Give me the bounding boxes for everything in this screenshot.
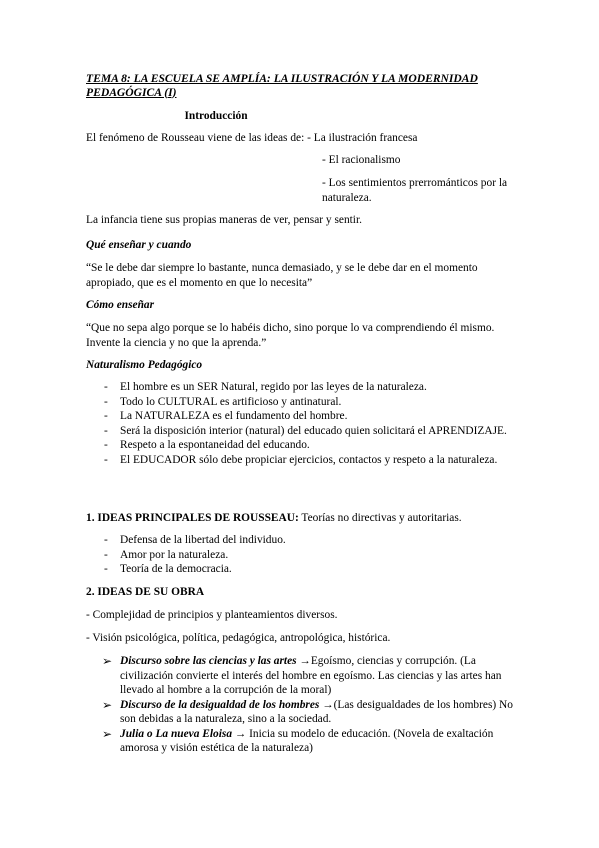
- obra-text: Inicia su modelo de educación. (Novela de exaltación amorosa y visión estética de la naturaleza): [120, 727, 494, 754]
- right-arrow-icon: →: [234, 727, 247, 740]
- obras-list: [86, 654, 518, 756]
- rousseau-line: El fenómeno de Rousseau viene de las ideas de: - La ilustración francesa: [86, 132, 418, 144]
- que-ensenar-heading: Qué enseñar y cuando: [86, 239, 192, 251]
- section2-line-2: - Visión psicológica, política, pedagógica, antropológica, histórica.: [86, 632, 391, 644]
- list-item: - Teoría de la democracia.: [86, 562, 518, 577]
- document-title: [86, 72, 518, 99]
- title-line-2: PEDAGÓGICA (I): [86, 85, 177, 99]
- list-item: - La NATURALEZA es el fundamento del hombre.: [86, 409, 518, 424]
- list-item: - Todo lo CULTURAL es artificioso y antinatural.: [86, 395, 518, 410]
- right-arrow-icon: →: [322, 698, 334, 711]
- obra-text: (Las desigualdades de los hombres) No son debidas a la naturaleza, sino a la sociedad.: [120, 698, 513, 725]
- list-item: - Respeto a la espontaneidad del educando.: [86, 438, 518, 453]
- intro-heading: Introducción: [184, 110, 248, 122]
- obra-text: Egoísmo, ciencias y corrupción. (La civilización convierte el interés del hombre en egoísmo. Las ciencias y las artes han llevado al hombre a la corrupción de la moral): [120, 655, 502, 696]
- list-item: - El hombre es un SER Natural, regido por las leyes de la naturaleza.: [86, 380, 518, 395]
- section2-heading: 2. IDEAS DE SU OBRA: [86, 586, 205, 598]
- list-item: - Defensa de la libertad del individuo.: [86, 533, 518, 548]
- arrowhead-bullet-icon: ➢: [102, 654, 113, 668]
- list-item: - Será la disposición interior (natural) del educado quien solicitará el APRENDIZAJE.: [86, 424, 518, 439]
- ideas-item-sentimientos: - Los sentimientos prerrománticos por la naturaleza.: [322, 177, 508, 204]
- obra-title: Discurso sobre las ciencias y las artes: [120, 655, 297, 667]
- list-item: - El EDUCADOR sólo debe propiciar ejercicios, contactos y respeto a la naturaleza.: [86, 453, 518, 468]
- ideas-item-racionalismo: - El racionalismo: [322, 154, 401, 166]
- right-arrow-icon: →: [299, 655, 311, 667]
- como-ensenar-heading: Cómo enseñar: [86, 299, 155, 311]
- section1-heading: [86, 511, 518, 526]
- infancia-line: La infancia tiene sus propias maneras de ver, pensar y sentir.: [86, 214, 362, 226]
- naturalismo-list: [86, 380, 518, 467]
- list-item: - Amor por la naturaleza.: [86, 548, 518, 563]
- obra-title: Discurso de la desigualdad de los hombres: [120, 698, 320, 711]
- obra-title: Julia o La nueva Eloisa: [120, 727, 233, 740]
- section1-list: [86, 533, 518, 577]
- section1-title: 1. IDEAS PRINCIPALES DE ROUSSEAU:: [86, 512, 299, 524]
- section1-subtitle: Teorías no directivas y autoritarias.: [298, 512, 462, 524]
- arrowhead-bullet-icon: ➢: [102, 697, 113, 712]
- title-line-1: TEMA 8: LA ESCUELA SE AMPLÍA: LA ILUSTRACIÓN Y LA MODERNIDAD: [86, 72, 478, 85]
- section2-line-1: - Complejidad de principios y planteamientos diversos.: [86, 609, 338, 621]
- obra-item: [86, 654, 518, 698]
- que-ensenar-quote: “Se le debe dar siempre lo bastante, nunca demasiado, y se le debe dar en el momento apropiado, que es el momento en que lo necesita”: [86, 262, 478, 289]
- como-ensenar-quote: “Que no sepa algo porque se lo habéis dicho, sino porque lo va comprendiendo él mismo. Invente la ciencia y no que la aprenda.”: [86, 322, 495, 349]
- arrowhead-bullet-icon: ➢: [102, 726, 113, 741]
- naturalismo-heading: Naturalismo Pedagógico: [86, 359, 203, 371]
- obra-item: [86, 698, 518, 727]
- obra-item: [86, 727, 518, 756]
